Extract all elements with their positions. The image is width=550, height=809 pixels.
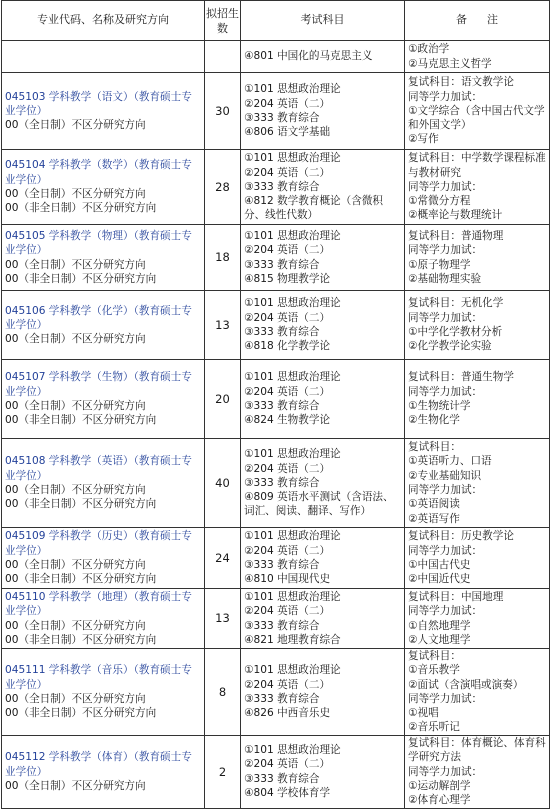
subject-line: ③333 教育综合 bbox=[244, 692, 320, 705]
note-line: 同等学力加试： bbox=[408, 244, 483, 257]
note-line: ②英语写作 bbox=[408, 512, 460, 525]
subjects-cell bbox=[241, 225, 405, 291]
quota-cell: 13 bbox=[205, 589, 241, 649]
note-line: 复试科目：普通生物学 bbox=[408, 371, 514, 384]
note-line: 同等学力加试： bbox=[408, 484, 483, 496]
subjects-cell bbox=[241, 528, 405, 589]
notes-cell bbox=[405, 225, 550, 291]
note-line: ②生物化学 bbox=[408, 414, 460, 427]
study-mode: 00（非全日制）不区分研究方向 bbox=[5, 272, 157, 285]
subjects-cell bbox=[241, 73, 405, 150]
study-mode: 00（全日制）不区分研究方向 bbox=[5, 333, 146, 346]
major-cell bbox=[2, 291, 205, 360]
subject-line: ④812 数学教育概论（含微积分、线性代数） bbox=[244, 195, 384, 222]
note-line: 复试科目： bbox=[408, 441, 461, 454]
continuation-subjects bbox=[241, 41, 405, 73]
table-row bbox=[2, 649, 550, 736]
note-line: 同等学力加试： bbox=[408, 385, 483, 398]
note-line: ①视唱 bbox=[408, 707, 439, 720]
table-row bbox=[2, 439, 550, 528]
subjects-cell bbox=[241, 649, 405, 736]
study-mode: 00（全日制）不区分研究方向 bbox=[5, 484, 146, 496]
note-line: ②写作 bbox=[408, 133, 439, 146]
study-mode: 00（非全日制）不区分研究方向 bbox=[5, 498, 157, 511]
subject-line: ③333 教育综合 bbox=[244, 772, 320, 785]
subject-line: ②204 英语（二） bbox=[244, 244, 331, 257]
note-line: ②面试（含演唱或演奏） bbox=[408, 678, 524, 691]
note-line: ①英语阅读 bbox=[408, 498, 460, 511]
note-line: ①运动解剖学 bbox=[408, 779, 471, 792]
header-subjects: 考试科目 bbox=[241, 1, 405, 41]
subjects-cell bbox=[241, 150, 405, 225]
study-mode: 00（全日制）不区分研究方向 bbox=[5, 692, 146, 705]
major-cell bbox=[2, 589, 205, 649]
study-mode: 00（非全日制）不区分研究方向 bbox=[5, 633, 157, 646]
note-line: 复试科目：无机化学 bbox=[408, 297, 504, 310]
notes-cell bbox=[405, 360, 550, 439]
note-line: ①文学综合（含中国古代文学和外国文学） bbox=[408, 104, 545, 132]
major-cell bbox=[2, 360, 205, 439]
subjects-cell bbox=[241, 589, 405, 649]
quota-cell: 2 bbox=[205, 735, 241, 808]
study-mode: 00（全日制）不区分研究方向 bbox=[5, 119, 146, 132]
subject-line: ①101 思想政治理论 bbox=[244, 530, 341, 543]
quota-cell: 24 bbox=[205, 528, 241, 589]
study-mode: 00（全日制）不区分研究方向 bbox=[5, 400, 146, 412]
subject-line: ①101 思想政治理论 bbox=[244, 83, 341, 96]
subject-line: ④810 中国现代史 bbox=[244, 573, 331, 586]
subject-line: ②204 英语（二） bbox=[244, 605, 331, 618]
note-line: ①英语听力、口语 bbox=[408, 455, 492, 468]
notes-cell bbox=[405, 649, 550, 736]
note-line: 同等学力加试： bbox=[408, 692, 483, 705]
subject-line: ②204 英语（二） bbox=[244, 678, 331, 691]
continuation-quota bbox=[205, 41, 241, 73]
quota-cell: 8 bbox=[205, 649, 241, 736]
note-line: ②体育心理学 bbox=[408, 794, 471, 807]
quota-cell: 13 bbox=[205, 291, 241, 360]
continuation-notes bbox=[405, 41, 550, 73]
major-code-name: 045112 学科教学（体育）（教育硕士专业学位） bbox=[5, 751, 192, 778]
header-quota: 拟招生数 bbox=[205, 1, 241, 41]
note-line: 复试科目：中国地理 bbox=[408, 590, 504, 603]
note-line: 同等学力加试： bbox=[408, 311, 483, 324]
notes-cell bbox=[405, 528, 550, 589]
note-line: ①中学化学教材分析 bbox=[408, 326, 503, 338]
subject-line: ③333 教育综合 bbox=[244, 619, 320, 632]
subject-line: ②204 英语（二） bbox=[244, 97, 331, 110]
note-line: 复试科目：体育概论、体育科学研究方法 bbox=[408, 737, 546, 764]
note-line: 复试科目：历史教学论 bbox=[408, 530, 514, 543]
subject-line: ④801 中国化的马克思主义 bbox=[244, 50, 373, 63]
subject-line: ②204 英语（二） bbox=[244, 166, 331, 179]
subject-line: ②204 英语（二） bbox=[244, 311, 331, 324]
notes-cell bbox=[405, 73, 550, 150]
subject-line: ③333 教育综合 bbox=[244, 180, 320, 193]
study-mode: 00（全日制）不区分研究方向 bbox=[5, 258, 146, 271]
subject-line: ④806 语文学基础 bbox=[244, 126, 331, 139]
note-line: 复试科目：普通物理 bbox=[408, 229, 504, 242]
note-line: ②专业基础知识 bbox=[408, 469, 482, 482]
note-line: ①原子物理学 bbox=[408, 258, 471, 271]
quota-cell: 40 bbox=[205, 439, 241, 528]
major-cell bbox=[2, 649, 205, 736]
note-line: ②基础物理实验 bbox=[408, 272, 482, 285]
notes-cell bbox=[405, 150, 550, 225]
note-line: ①自然地理学 bbox=[408, 619, 471, 632]
subjects-cell bbox=[241, 360, 405, 439]
subject-line: ①101 思想政治理论 bbox=[244, 664, 341, 677]
study-mode: 00（非全日制）不区分研究方向 bbox=[5, 202, 157, 215]
note-line: ①音乐教学 bbox=[408, 664, 460, 677]
note-line: 同等学力加试： bbox=[408, 544, 483, 557]
study-mode: 00（全日制）不区分研究方向 bbox=[5, 559, 146, 571]
major-cell bbox=[2, 150, 205, 225]
subject-line: ③333 教育综合 bbox=[244, 258, 320, 271]
notes-cell bbox=[405, 291, 550, 360]
note-line: ②化学教学论实验 bbox=[408, 340, 492, 353]
subject-line: ③333 教育综合 bbox=[244, 400, 320, 412]
note-line: 同等学力加试： bbox=[408, 605, 483, 618]
subject-line: ②204 英语（二） bbox=[244, 462, 331, 475]
note-line: 复试科目： bbox=[408, 650, 461, 662]
subject-line: ④821 地理教育综合 bbox=[244, 633, 341, 646]
note-line: ①常微分方程 bbox=[408, 195, 471, 208]
note-line: ②音乐听记 bbox=[408, 721, 460, 734]
notes-cell bbox=[405, 439, 550, 528]
major-cell bbox=[2, 528, 205, 589]
major-cell bbox=[2, 73, 205, 150]
note-line: ②马克思主义哲学 bbox=[408, 57, 492, 70]
quota-cell: 20 bbox=[205, 360, 241, 439]
note-line: ②概率论与数理统计 bbox=[408, 209, 503, 222]
subject-line: ①101 思想政治理论 bbox=[244, 590, 341, 603]
major-code-name: 045107 学科教学（生物）（教育硕士专业学位） bbox=[5, 371, 192, 398]
header-row bbox=[2, 1, 550, 41]
major-cell bbox=[2, 225, 205, 291]
table-row bbox=[2, 589, 550, 649]
major-code-name: 045106 学科教学（化学）（教育硕士专业学位） bbox=[5, 304, 192, 331]
table-row bbox=[2, 291, 550, 360]
study-mode: 00（全日制）不区分研究方向 bbox=[5, 779, 146, 792]
study-mode: 00（非全日制）不区分研究方向 bbox=[5, 573, 157, 586]
table-row bbox=[2, 150, 550, 225]
subjects-cell bbox=[241, 439, 405, 528]
subject-line: ②204 英语（二） bbox=[244, 544, 331, 557]
subject-line: ④815 物理教学论 bbox=[244, 272, 331, 285]
quota-cell: 18 bbox=[205, 225, 241, 291]
major-cell bbox=[2, 439, 205, 528]
subject-line: ②204 英语（二） bbox=[244, 385, 331, 398]
note-line: 同等学力加试： bbox=[408, 765, 483, 778]
subject-line: ④826 中西音乐史 bbox=[244, 707, 331, 720]
continuation-row bbox=[2, 41, 550, 73]
notes-cell bbox=[405, 735, 550, 808]
subject-line: ④804 学校体育学 bbox=[244, 787, 331, 800]
subject-line: ①101 思想政治理论 bbox=[244, 152, 341, 165]
subject-line: ③333 教育综合 bbox=[244, 326, 320, 338]
table-row bbox=[2, 73, 550, 150]
subject-line: ③333 教育综合 bbox=[244, 559, 320, 571]
subject-line: ③333 教育综合 bbox=[244, 112, 320, 124]
note-line: ②人文地理学 bbox=[408, 633, 471, 646]
major-code-name: 045108 学科教学（英语）（教育硕士专业学位） bbox=[5, 455, 192, 482]
notes-cell bbox=[405, 589, 550, 649]
continuation-major bbox=[2, 41, 205, 73]
subject-line: ④809 英语水平测试（含语法、词汇、阅读、翻译、写作） bbox=[244, 491, 394, 518]
note-line: 复试科目：中学数学课程标准与教材研究 bbox=[408, 152, 546, 179]
major-code-name: 045103 学科教学（语文）（教育硕士专业学位） bbox=[5, 90, 192, 117]
note-line: 同等学力加试： bbox=[408, 180, 483, 193]
study-mode: 00（非全日制）不区分研究方向 bbox=[5, 707, 157, 720]
subject-line: ④818 化学教学论 bbox=[244, 340, 331, 353]
major-code-name: 045104 学科教学（数学）（教育硕士专业学位） bbox=[5, 159, 192, 186]
study-mode: 00（全日制）不区分研究方向 bbox=[5, 619, 146, 632]
subject-line: ①101 思想政治理论 bbox=[244, 448, 341, 461]
header-notes: 备注 bbox=[405, 1, 550, 41]
quota-cell: 28 bbox=[205, 150, 241, 225]
major-code-name: 045109 学科教学（历史）（教育硕士专业学位） bbox=[5, 530, 192, 557]
major-code-name: 045110 学科教学（地理）（教育硕士专业学位） bbox=[5, 590, 192, 618]
subject-line: ①101 思想政治理论 bbox=[244, 229, 341, 242]
study-mode: 00（非全日制）不区分研究方向 bbox=[5, 414, 157, 427]
note-line: ①中国古代史 bbox=[408, 559, 471, 571]
subject-line: ④824 生物教学论 bbox=[244, 414, 331, 427]
admissions-table bbox=[1, 0, 550, 809]
table-row bbox=[2, 735, 550, 808]
note-line: 复试科目：语文教学论 bbox=[408, 76, 514, 89]
note-line: ①政治学 bbox=[408, 43, 450, 56]
major-cell bbox=[2, 735, 205, 808]
note-line: ①生物统计学 bbox=[408, 400, 471, 412]
subject-line: ②204 英语（二） bbox=[244, 758, 331, 771]
header-major: 专业代码、名称及研究方向 bbox=[2, 1, 205, 41]
major-code-name: 045105 学科教学（物理）（教育硕士专业学位） bbox=[5, 229, 192, 257]
subject-line: ①101 思想政治理论 bbox=[244, 371, 341, 384]
subject-line: ③333 教育综合 bbox=[244, 476, 320, 489]
quota-cell: 30 bbox=[205, 73, 241, 150]
note-line: 同等学力加试： bbox=[408, 90, 483, 103]
study-mode: 00（全日制）不区分研究方向 bbox=[5, 188, 146, 200]
major-code-name: 045111 学科教学（音乐）（教育硕士专业学位） bbox=[5, 664, 192, 691]
table-row bbox=[2, 528, 550, 589]
subjects-cell bbox=[241, 291, 405, 360]
subject-line: ①101 思想政治理论 bbox=[244, 297, 341, 310]
subjects-cell bbox=[241, 735, 405, 808]
table-row bbox=[2, 360, 550, 439]
note-line: ②中国近代史 bbox=[408, 573, 471, 586]
subject-line: ①101 思想政治理论 bbox=[244, 744, 341, 757]
table-row bbox=[2, 225, 550, 291]
